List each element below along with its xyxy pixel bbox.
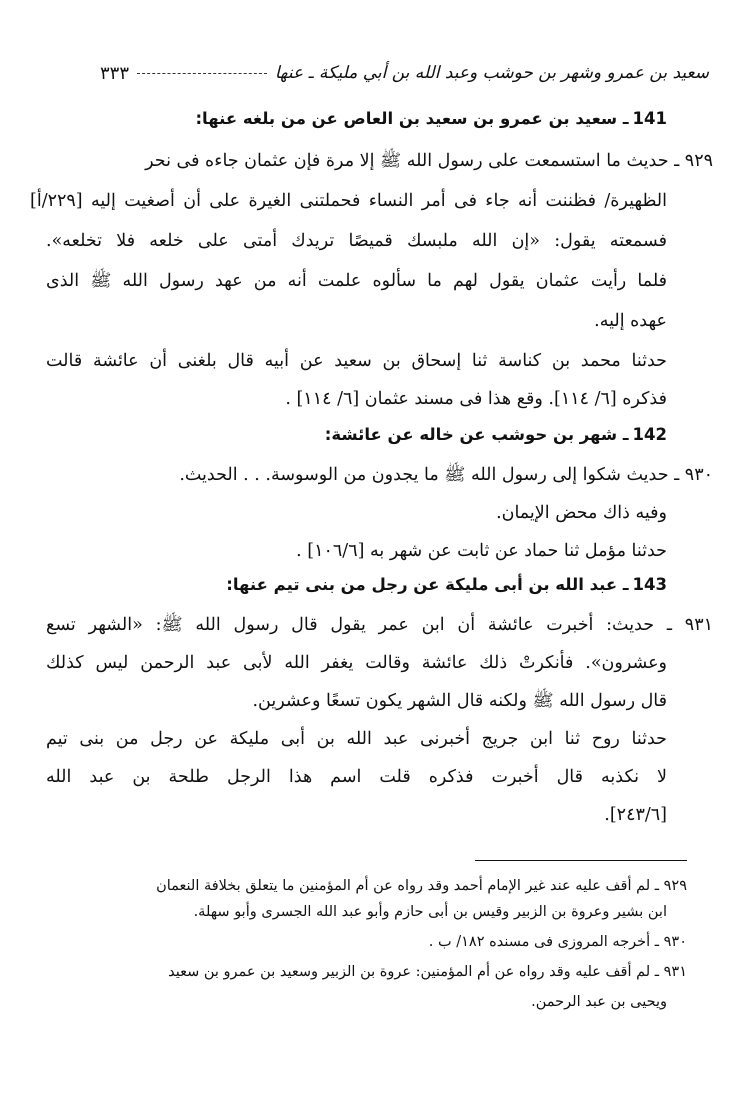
- hadith-931-line-2: وعشرون». فأنكرتْ ذلك عائشة وقالت يغفر الله لأبى عبد الرحمن ليس كذلك: [46, 653, 667, 673]
- hadith-929-line-5: عهده إليه.: [594, 311, 667, 331]
- page-number: ٣٣٣: [100, 62, 130, 84]
- section-number: 142: [632, 425, 667, 444]
- hadith-931-isnad-1: حدثنا روح ثنا ابن جريج أخبرنى عبد الله بن أبى مليكة عن رجل من بنى تيم: [46, 729, 667, 749]
- running-title: سعيد بن عمرو وشهر بن حوشب وعبد الله بن أبي مليكة ـ عنها: [274, 63, 709, 83]
- section-heading-141: [195, 104, 667, 134]
- hadith-930-line-2: وفيه ذاك محض الإيمان.: [496, 503, 667, 523]
- hadith-930-isnad: حدثنا مؤمل ثنا حماد عن ثابت عن شهر به [١٠٦/٦] .: [296, 541, 667, 561]
- footnote-separator: [475, 860, 687, 861]
- section-number: 141: [632, 109, 667, 128]
- hadith-931-line-3: قال رسول الله ﷺ ولكنه قال الشهر يكون تسعًا وعشرين.: [252, 691, 667, 711]
- hadith-931-line-1: ٩٣١ ـ حديث: أخبرت عائشة أن ابن عمر يقول قال رسول الله ﷺ: «الشهر تسع: [46, 615, 713, 635]
- footnote-930: ٩٣٠ ـ أخرجه المروزى فى مسنده ١٨٢/ ب .: [428, 934, 687, 950]
- footnote-931-line-2: ويحيى بن عبد الرحمن.: [531, 994, 667, 1010]
- section-heading-142: [325, 420, 667, 450]
- hadith-929-reference: فذكره [٦/ ١١٤]. وقع هذا فى مسند عثمان [٦/ ١١٤] .: [285, 389, 667, 409]
- footnote-929-line-2: ابن بشير وعروة بن الزبير وقيس بن أبى حازم وأبو عبد الله الجسرى وأبو سهلة.: [193, 904, 667, 920]
- hadith-929-line-3: فسمعته يقول: «إن الله ملبسك قميصًا تريدك أمتى على خلعه فلا تخلعه».: [46, 231, 667, 251]
- footnote-931-line-1: ٩٣١ ـ لم أقف عليه وقد رواه عن أم المؤمنين: عروة بن الزبير وسعيد بن عمرو بن سعيد: [168, 964, 687, 980]
- section-title: ـ عبد الله بن أبى مليكة عن رجل من بنى تيم عنها:: [226, 575, 629, 594]
- hadith-929-line-4: فلما رأيت عثمان يقول لهم ما سألوه علمت أنه من عهد رسول الله ﷺ الذى: [46, 271, 667, 291]
- section-title: ـ شهر بن حوشب عن خاله عن عائشة:: [324, 425, 629, 444]
- hadith-929-isnad: حدثنا محمد بن كناسة ثنا إسحاق بن سعيد عن أبيه قال بلغنى أن عائشة قالت: [46, 351, 667, 371]
- hadith-929-line-1: ٩٢٩ ـ حديث ما استسمعت على رسول الله ﷺ إلا مرة فإن عثمان جاءه فى نحر: [145, 151, 713, 171]
- hadith-929-line-2: الظهيرة/ فظننت أنه جاء فى أمر النساء فحملتنى الغيرة على أن أصغيت إليه [٢٢٩/أ]: [30, 191, 667, 211]
- hadith-930-line-1: ٩٣٠ ـ حديث شكوا إلى رسول الله ﷺ ما يجدون من الوسوسة. . . الحديث.: [179, 465, 713, 485]
- hadith-931-isnad-2: لا نكذبه قال أخبرت فذكره قلت اسم هذا الرجل طلحة بن عبد الله: [46, 767, 667, 787]
- section-number: 143: [632, 575, 667, 594]
- running-header: [100, 58, 709, 88]
- header-rule: [137, 73, 267, 74]
- hadith-931-reference: [٢٤٣/٦].: [604, 805, 667, 825]
- section-title: ـ سعيد بن عمرو بن سعيد بن العاص عن من بلغه عنها:: [195, 109, 629, 128]
- footnote-929-line-1: ٩٢٩ ـ لم أقف عليه عند غير الإمام أحمد وقد رواه عن أم المؤمنين ما يتعلق بخلافة النعمان: [156, 878, 687, 894]
- section-heading-143: [226, 570, 667, 600]
